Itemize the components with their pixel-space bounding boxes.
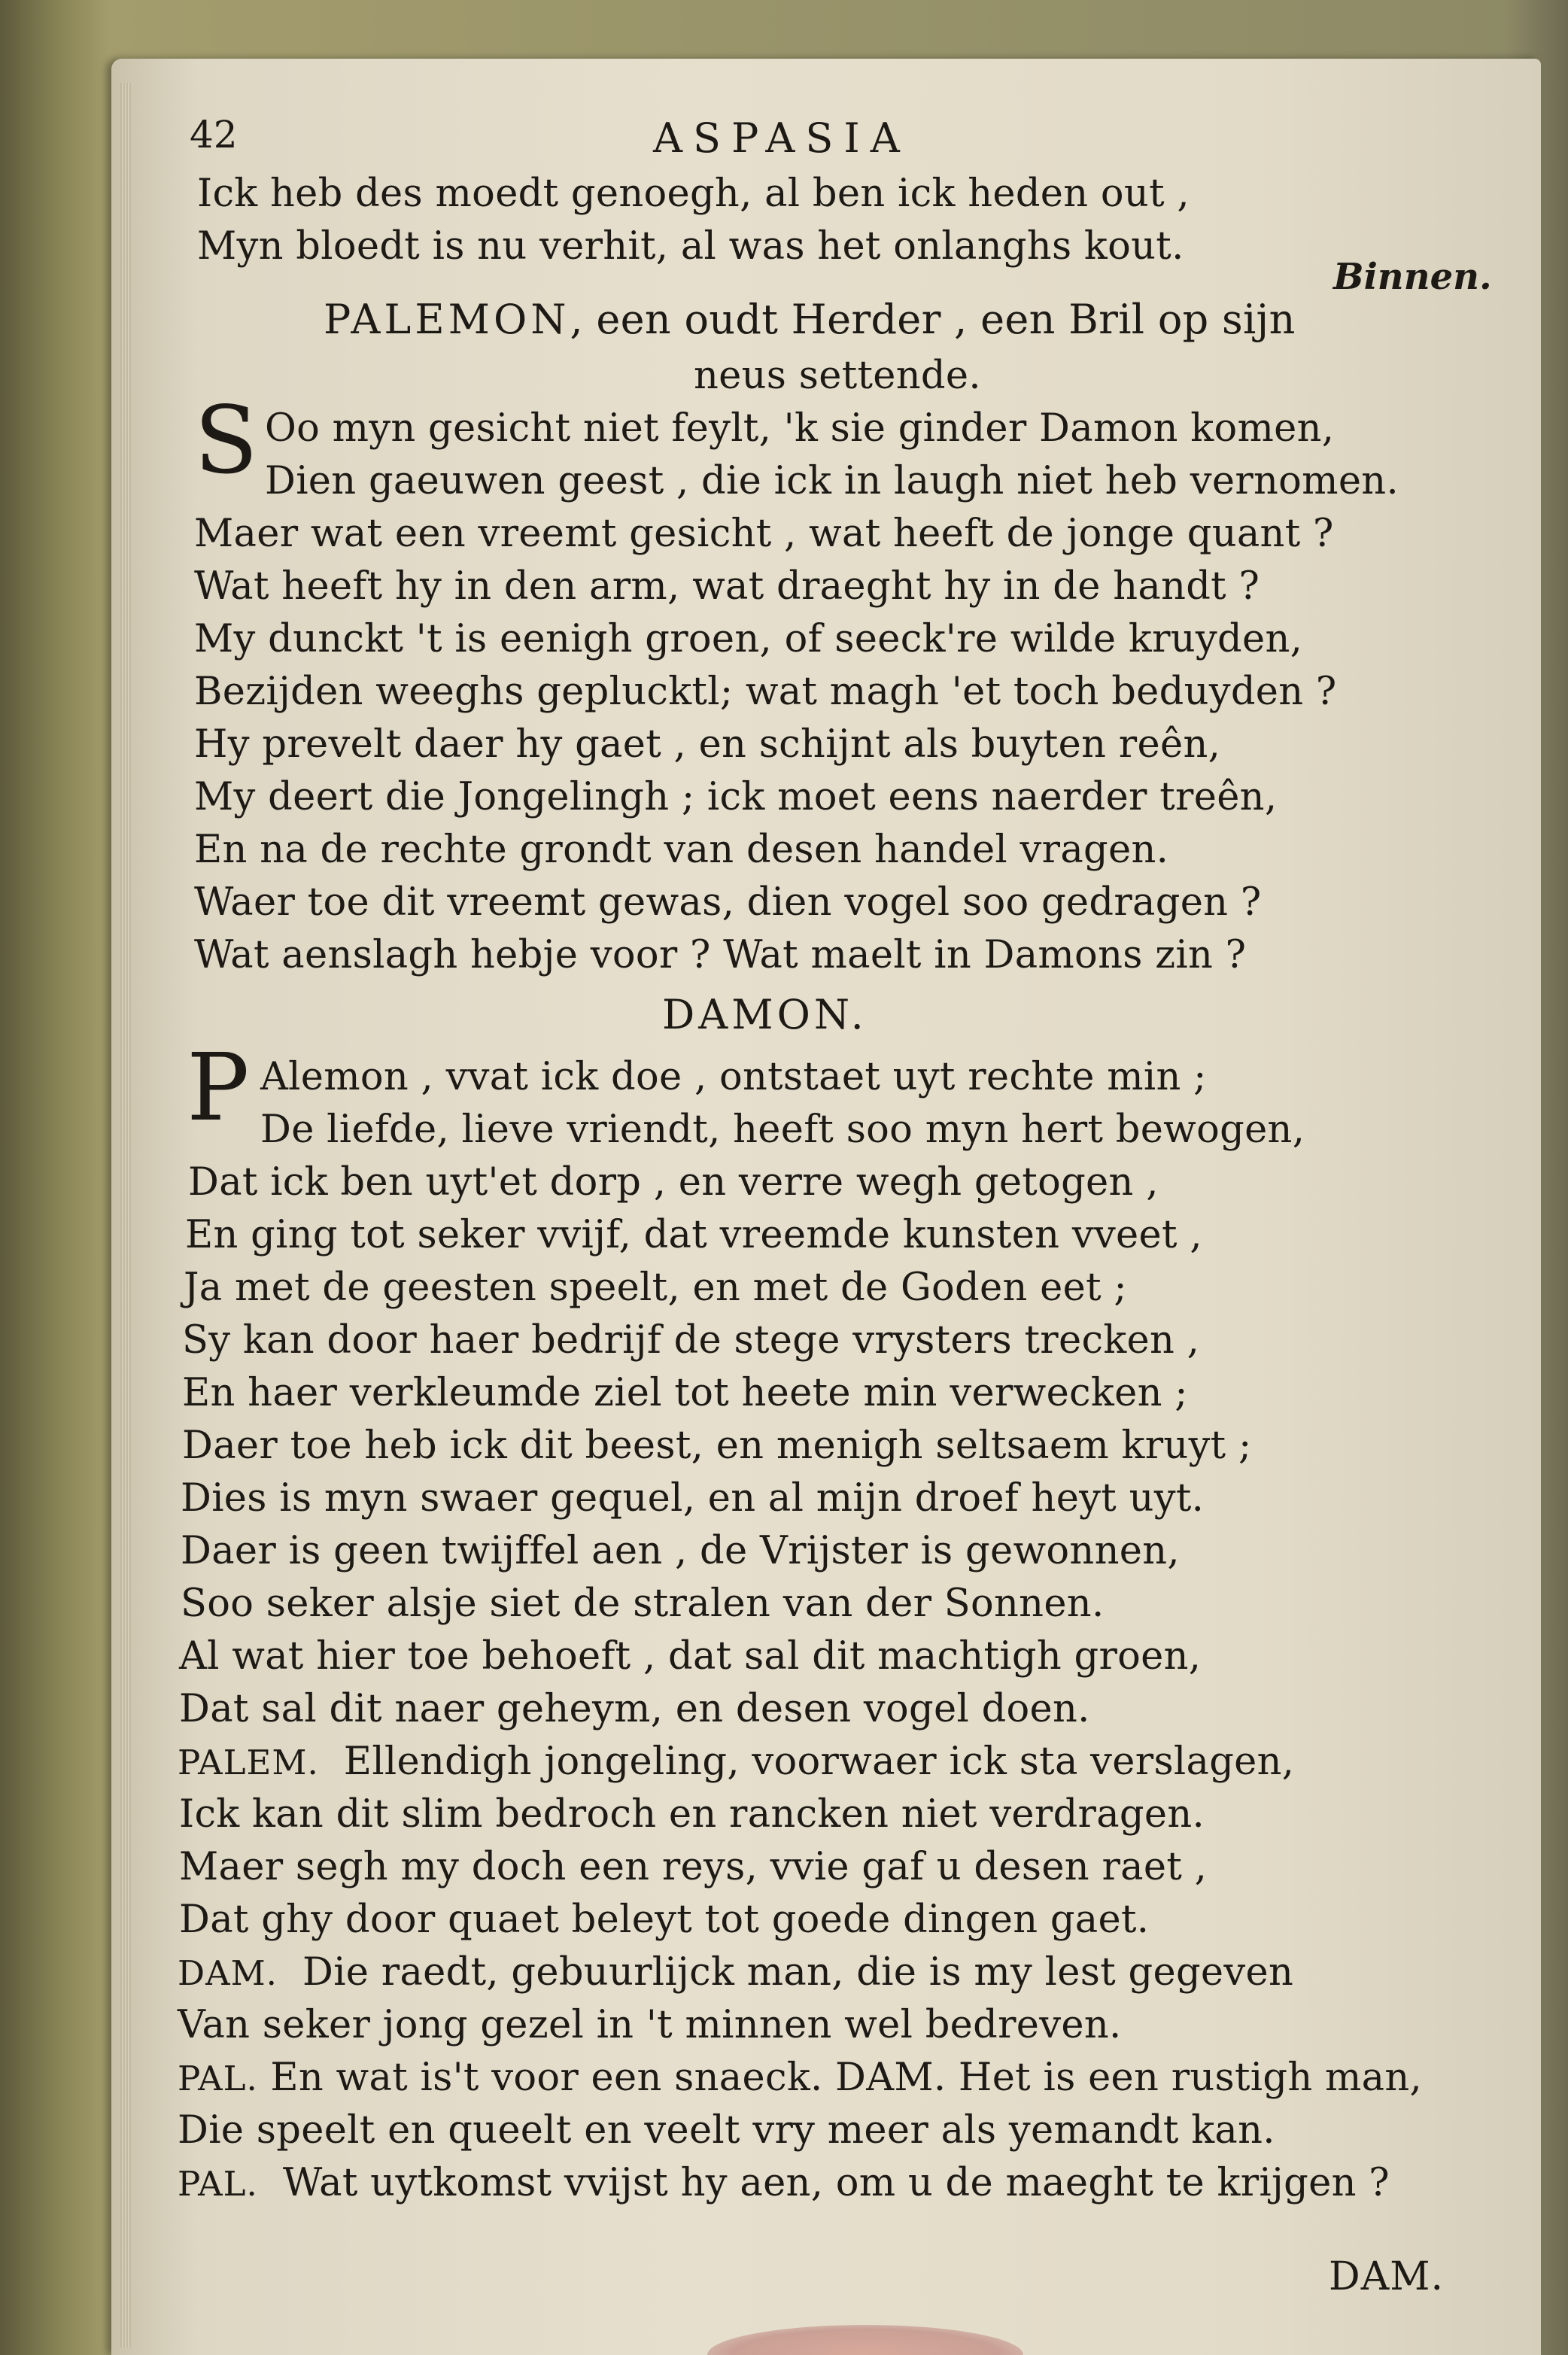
verse-line: En haer verkleumde ziel tot heete min verwecken ; — [182, 1371, 1188, 1415]
speaker-abbrev: PAL. — [178, 2164, 258, 2204]
verse-line: Ick heb des moedt genoegh, al ben ick heden out , — [197, 172, 1190, 216]
dialogue-line — [178, 2056, 1422, 2101]
verse-line: Oo myn gesicht niet feylt, 'k sie ginder Damon komen, — [265, 406, 1335, 451]
verse-line: En ging tot seker vvijf, dat vreemde kunsten vveet , — [185, 1213, 1202, 1257]
catchword: DAM. — [1329, 2254, 1445, 2299]
verse-line: Sy kan door haer bedrijf de stege vrysters trecken , — [182, 1318, 1200, 1363]
verse-line: Dies is myn swaer gequel, en al mijn droef heyt uyt. — [181, 1476, 1205, 1521]
verse-line: Wat heeft hy in den arm, wat draeght hy in de handt ? — [194, 564, 1260, 609]
dialogue-text: Wat uytkomst vvijst hy aen, om u de maeght te krijgen ? — [282, 2161, 1390, 2205]
dialogue-line: Maer segh my doch een reys, vvie gaf u desen raet , — [179, 1845, 1208, 1889]
dialogue-text: En wat is't voor een snaeck. DAM. Het is een rustigh man, — [270, 2056, 1423, 2100]
dialogue-line: Ick kan dit slim bedroch en rancken niet verdragen. — [179, 1792, 1205, 1837]
verse-line: Al wat hier toe behoeft , dat sal dit machtigh groen, — [179, 1634, 1202, 1679]
speaker-description: , een oudt Herder , een Bril op sijn — [570, 296, 1296, 343]
speaker-abbrev: DAM. — [178, 1953, 278, 1993]
dialogue-text: Ellendigh jongeling, voorwaer ick sta verslagen, — [343, 1740, 1295, 1784]
speaker-abbrev: PALEM. — [178, 1743, 319, 1782]
dialogue-text: Die raedt, gebuurlijck man, die is my lest gegeven — [302, 1950, 1294, 1995]
verse-line: Dat sal dit naer geheym, en desen vogel doen. — [179, 1687, 1090, 1731]
verse-line: Daer is geen twijffel aen , de Vrijster is gewonnen, — [181, 1529, 1180, 1573]
page-number: 42 — [190, 113, 238, 156]
verse-line: Myn bloedt is nu verhit, al was het onlanghs kout. — [197, 224, 1184, 269]
running-title: ASPASIA — [653, 114, 910, 162]
speaker-name: PALEMON — [324, 296, 570, 343]
stage-direction: Binnen. — [1333, 256, 1492, 298]
verse-line: Hy prevelt daer hy gaet , en schijnt als buyten reên, — [194, 722, 1221, 767]
page-edges — [120, 83, 131, 2347]
verse-line: Ja met de geesten speelt, en met de Goden eet ; — [184, 1266, 1127, 1310]
verse-line: Daer toe heb ick dit beest, en menigh seltsaem kruyt ; — [182, 1424, 1252, 1468]
drop-cap: P — [187, 1034, 250, 1142]
dialogue-line: Van seker jong gezel in 't minnen wel bedreven. — [178, 2003, 1122, 2047]
speaker-abbrev: PAL. — [178, 2059, 258, 2098]
verse-line: My dunckt 't is eenigh groen, of seeck're wilde kruyden, — [194, 617, 1303, 661]
speaker-description-cont: neus settende. — [694, 354, 981, 398]
dialogue-line: Dat ghy door quaet beleyt tot goede dingen gaet. — [179, 1898, 1150, 1942]
verse-line: Alemon , vvat ick doe , ontstaet uyt rechte min ; — [260, 1055, 1207, 1099]
verse-line: Bezijden weeghs geplucktl; wat magh 'et toch beduyden ? — [194, 670, 1337, 714]
speaker-heading — [662, 990, 868, 1040]
speaker-name: DAMON. — [662, 991, 868, 1038]
verse-line: Waer toe dit vreemt gewas, dien vogel soo gedragen ? — [194, 880, 1262, 925]
verse-line: My deert die Jongelingh ; ick moet eens naerder treên, — [194, 775, 1278, 819]
verse-line: De liefde, lieve vriendt, heeft soo myn hert bewogen, — [260, 1108, 1305, 1152]
speaker-heading — [324, 295, 1296, 345]
drop-cap: S — [194, 387, 258, 495]
dialogue-line: Die speelt en queelt en veelt vry meer als yemandt kan. — [178, 2108, 1275, 2153]
verse-line: Dat ick ben uyt'et dorp , en verre wegh getogen , — [188, 1160, 1159, 1205]
verse-line: Wat aenslagh hebje voor ? Wat maelt in Damons zin ? — [194, 933, 1247, 977]
verse-line: En na de rechte grondt van desen handel vragen. — [194, 828, 1169, 872]
dialogue-line — [178, 2161, 1390, 2207]
dialogue-line — [178, 1950, 1293, 1996]
verse-line: Maer wat een vreemt gesicht , wat heeft de jonge quant ? — [194, 512, 1334, 556]
verse-line: Soo seker alsje siet de stralen van der Sonnen. — [181, 1582, 1105, 1626]
dialogue-line — [178, 1740, 1294, 1785]
verse-line: Dien gaeuwen geest , die ick in laugh niet heb vernomen. — [265, 459, 1399, 503]
